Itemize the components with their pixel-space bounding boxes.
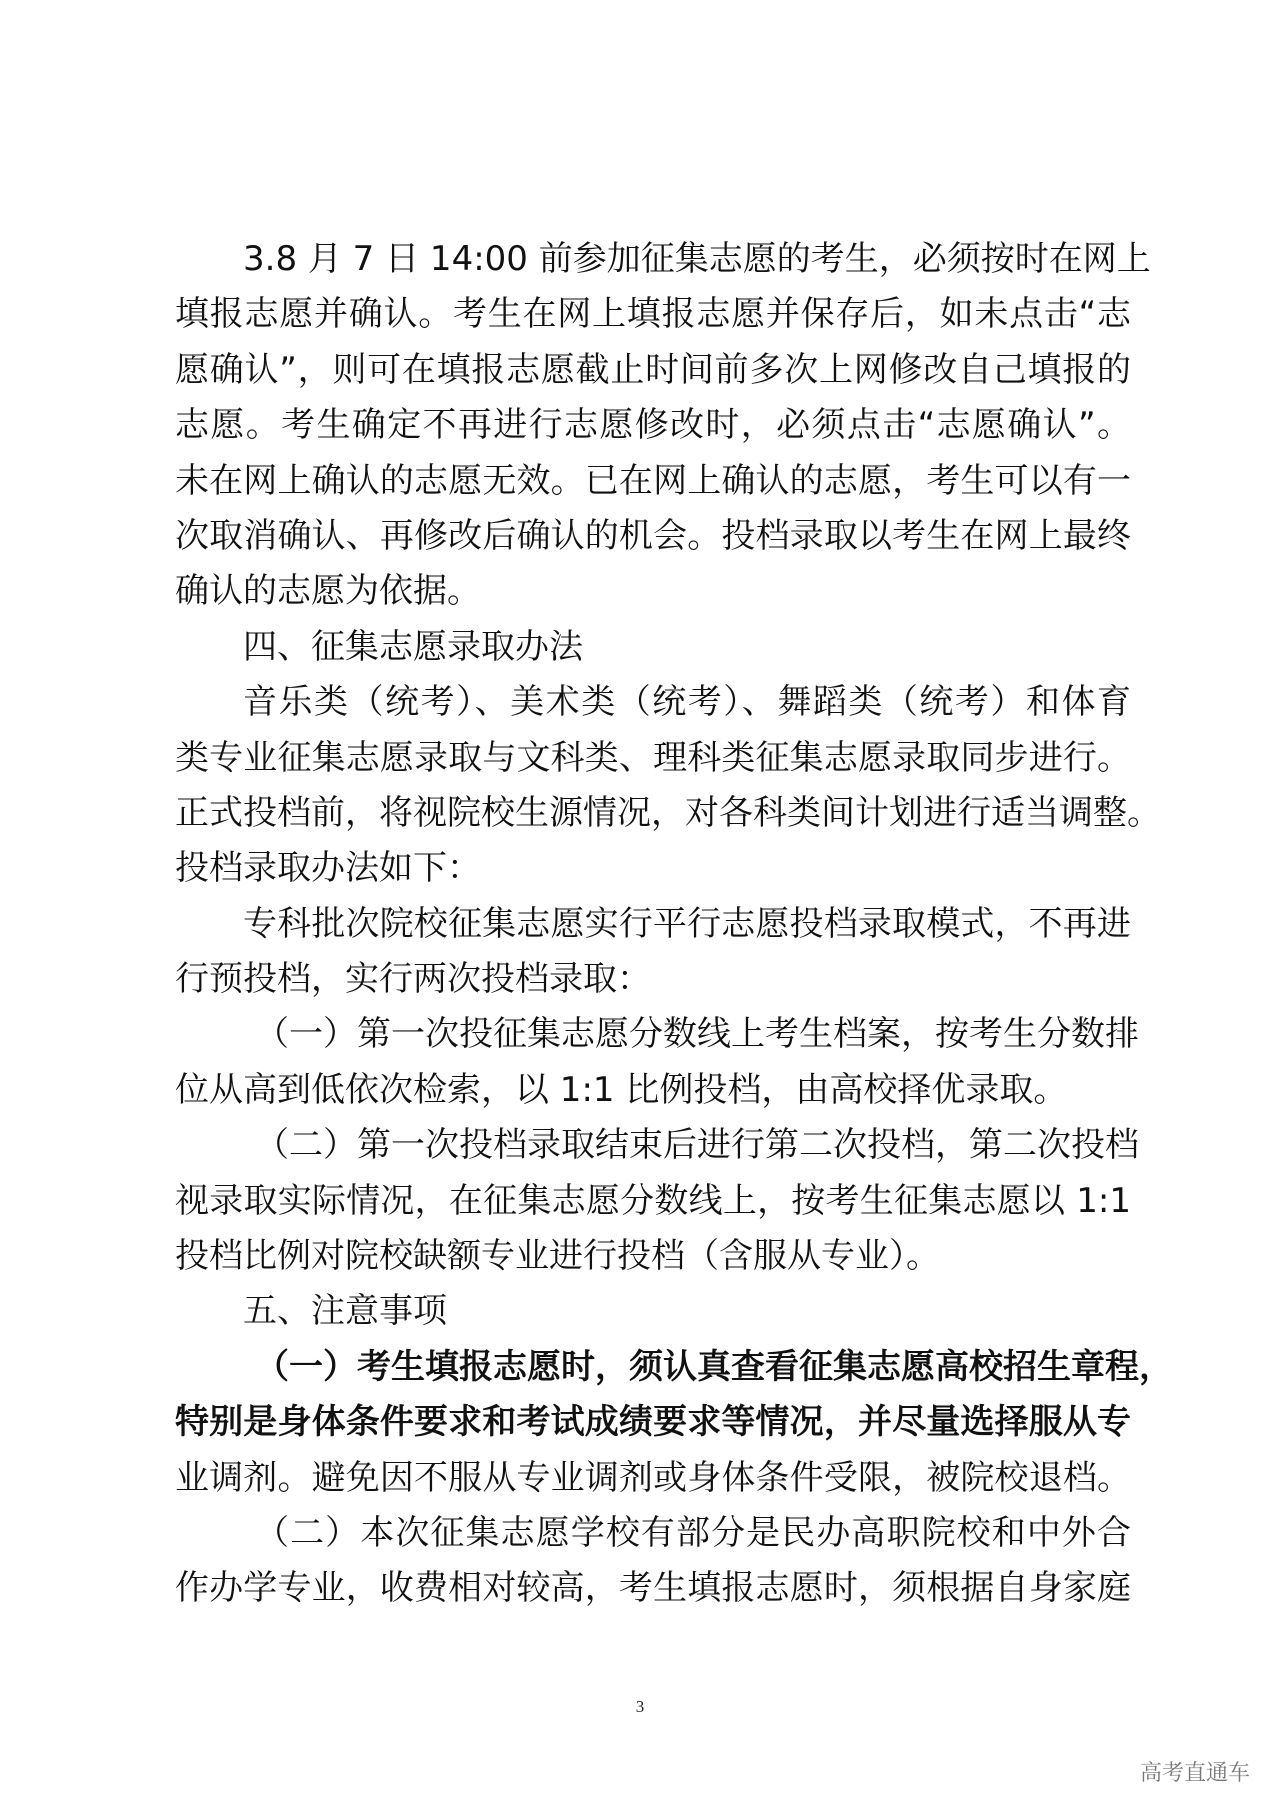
watermark: 高考直通车	[1140, 1761, 1251, 1786]
text-line: （二）第一次投档录取结束后进行第二次投档，第二次投档	[255, 1125, 1139, 1166]
text-line: 视录取实际情况，在征集志愿分数线上，按考生征集志愿以 1:1	[175, 1180, 1131, 1221]
text-line: 3.8 月 7 日 14:00 前参加征集志愿的考生，必须按时在网上	[243, 239, 1151, 279]
text-line: 投档比例对院校缺额专业进行投档（含服从专业）。	[175, 1236, 940, 1277]
text-line: 音乐类（统考）、美术类（统考）、舞蹈类（统考）和体育	[243, 682, 1131, 723]
text-line: 投档录取办法如下：	[175, 848, 481, 889]
page-number: 3	[635, 1697, 645, 1716]
text-line: 作办学专业，收费相对较高，考生填报志愿时，须根据自身家庭	[175, 1568, 1131, 1609]
text-line-bold: 特别是身体条件要求和考试成绩要求等情况，并尽量选择服从专	[175, 1402, 1131, 1443]
text-line: （二）本次征集志愿学校有部分是民办高职院校和中外合	[255, 1512, 1131, 1553]
document-body	[175, 232, 1173, 1617]
section-heading: 四、征集志愿录取办法	[243, 626, 583, 667]
text-line: 业调剂。避免因不服从专业调剂或身体条件受限，被院校退档。	[175, 1457, 1131, 1498]
text-line: 确认的志愿为依据。	[175, 571, 481, 612]
text-line: 未在网上确认的志愿无效。已在网上确认的志愿，考生可以有一	[175, 460, 1131, 501]
text-line: 位从高到低依次检索，以 1:1 比例投档，由高校择优录取。	[175, 1069, 1068, 1110]
section-heading: 五、注意事项	[243, 1291, 447, 1332]
text-line: 类专业征集志愿录取与文科类、理科类征集志愿录取同步进行。	[175, 737, 1131, 778]
text-line: 行预投档，实行两次投档录取：	[175, 959, 651, 1000]
text-line-bold: （一）考生填报志愿时，须认真查看征集志愿高校招生章程，	[255, 1346, 1173, 1387]
text-line: 志愿。考生确定不再进行志愿修改时，必须点击“志愿确认”。	[175, 405, 1131, 446]
text-line: 正式投档前，将视院校生源情况，对各科类间计划进行适当调整。	[175, 792, 1161, 833]
text-line: 填报志愿并确认。考生在网上填报志愿并保存后，如未点击“志	[175, 294, 1131, 335]
text-line: 次取消确认、再修改后确认的机会。投档录取以考生在网上最终	[175, 515, 1131, 556]
text-line: 专科批次院校征集志愿实行平行志愿投档录取模式，不再进	[243, 903, 1131, 944]
text-line: 愿确认”，则可在填报志愿截止时间前多次上网修改自己填报的	[175, 349, 1131, 390]
text-line: （一）第一次投征集志愿分数线上考生档案，按考生分数排	[255, 1014, 1139, 1055]
